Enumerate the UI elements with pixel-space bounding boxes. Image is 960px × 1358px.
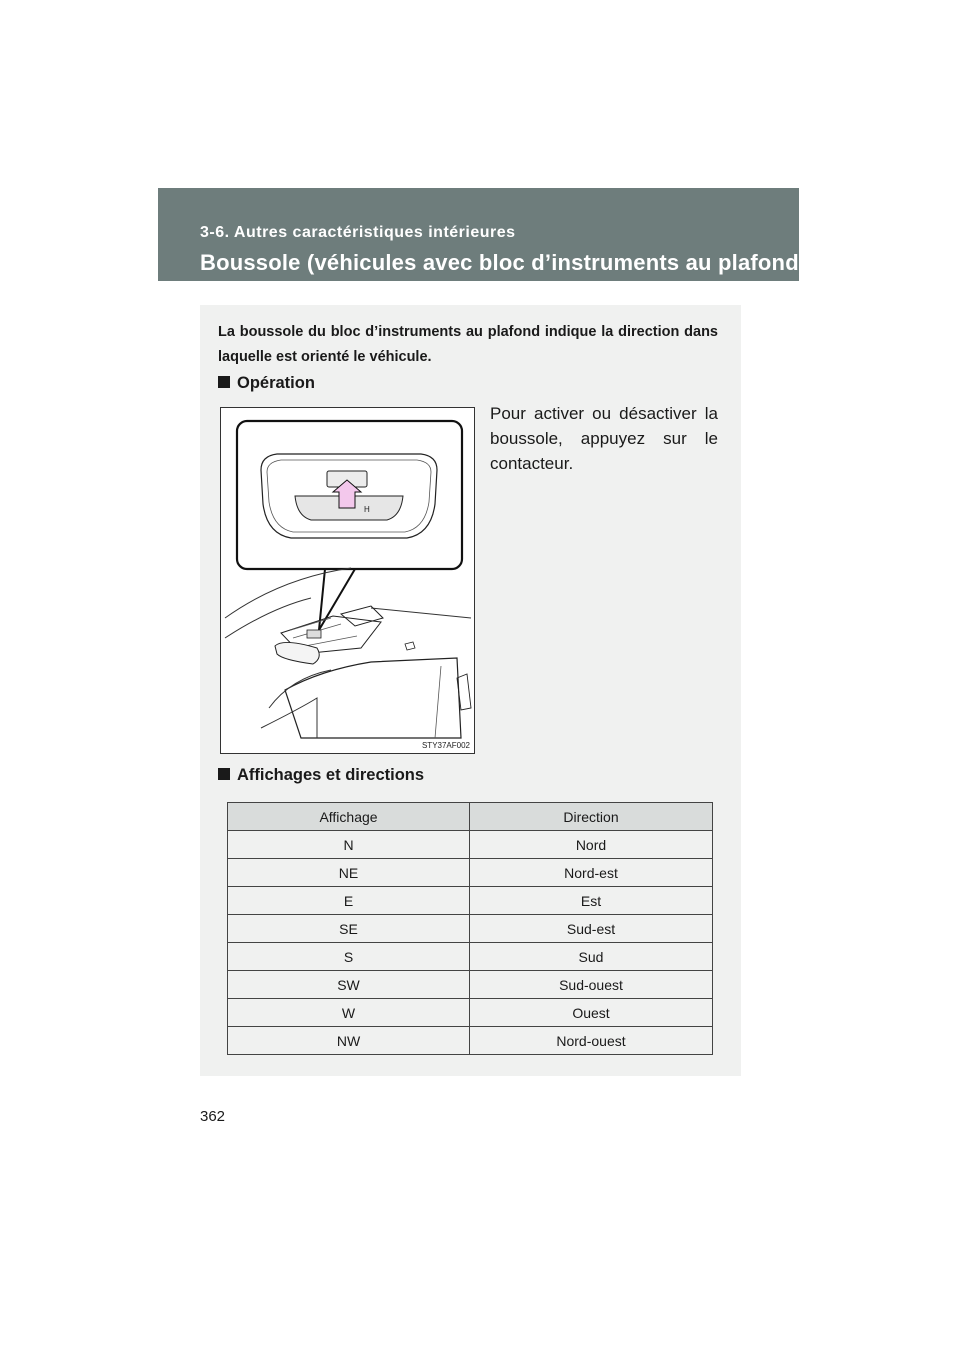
section-label: 3-6. Autres caractéristiques intérieures <box>200 224 516 241</box>
table-row <box>228 943 713 971</box>
cell-direction: Est <box>470 887 713 915</box>
square-bullet-icon <box>218 376 230 388</box>
cell-display: NE <box>228 859 470 887</box>
table-header-row <box>228 803 713 831</box>
display-heading-label: Affichages et directions <box>237 766 425 784</box>
cell-display: SE <box>228 915 470 943</box>
cell-display: NW <box>228 1027 470 1055</box>
operation-heading <box>218 374 315 393</box>
page-number: 362 <box>200 1108 226 1125</box>
square-bullet-icon <box>218 768 230 780</box>
cell-direction: Ouest <box>470 999 713 1027</box>
table-row <box>228 859 713 887</box>
cell-display: SW <box>228 971 470 999</box>
table-row <box>228 915 713 943</box>
operation-text: Pour activer ou désactiver la boussole, appuyez sur le contacteur. <box>490 404 718 473</box>
figure-code: STY37AF002 <box>421 741 470 750</box>
table-row <box>228 887 713 915</box>
cell-direction: Nord-est <box>470 859 713 887</box>
cell-display: E <box>228 887 470 915</box>
cell-direction: Sud-ouest <box>470 971 713 999</box>
cell-display: W <box>228 999 470 1027</box>
cell-direction: Nord-ouest <box>470 1027 713 1055</box>
display-heading <box>218 766 424 785</box>
table-row <box>228 1027 713 1055</box>
svg-text:H: H <box>364 505 370 514</box>
table-row <box>228 999 713 1027</box>
cell-direction: Nord <box>470 831 713 859</box>
compass-switch-illustration <box>220 407 475 754</box>
page-title: Boussole (véhicules avec bloc d’instruments au plafond) <box>200 250 807 275</box>
table-row <box>228 971 713 999</box>
table-row <box>228 831 713 859</box>
overhead-console-drawing <box>221 408 474 753</box>
cell-direction: Sud <box>470 943 713 971</box>
column-header-display: Affichage <box>228 803 470 831</box>
cell-display: S <box>228 943 470 971</box>
column-header-direction: Direction <box>470 803 713 831</box>
operation-heading-label: Opération <box>237 374 315 392</box>
intro-text: La boussole du bloc d’instruments au plafond indique la direction dans laquelle est orienté le véhicule. <box>218 324 718 365</box>
directions-table <box>227 802 713 1055</box>
cell-display: N <box>228 831 470 859</box>
cell-direction: Sud-est <box>470 915 713 943</box>
